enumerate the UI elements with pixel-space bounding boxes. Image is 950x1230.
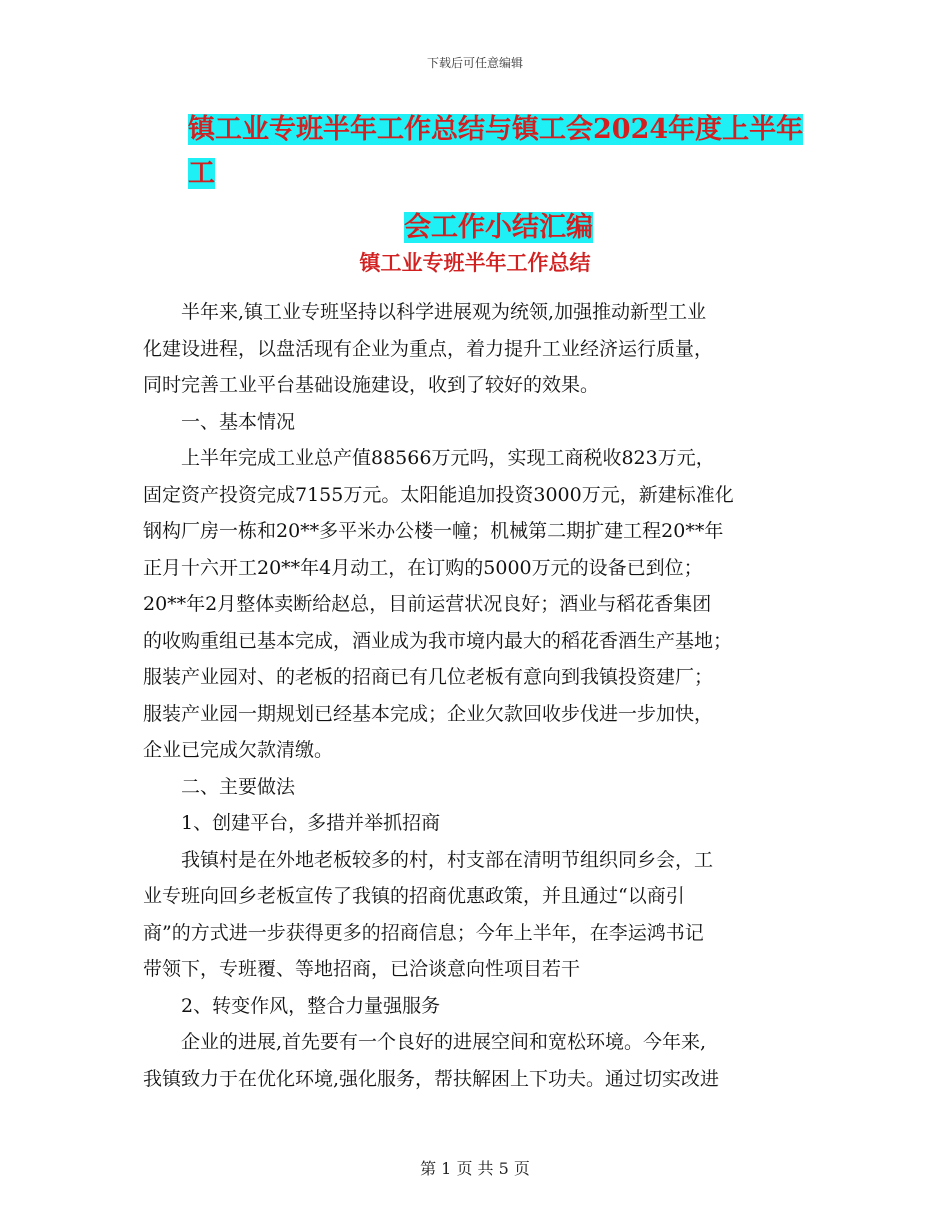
document-title — [186, 108, 811, 250]
paragraph-line: 钢构厂房一栋和20**多平米办公楼一幢；机械第二期扩建工程20**年 — [143, 520, 724, 542]
paragraph — [143, 1024, 813, 1097]
header-note: 下载后可任意编辑 — [426, 56, 523, 70]
paragraph-line: 1、创建平台，多措并举抓招商 — [181, 812, 441, 834]
paragraph — [143, 988, 813, 1025]
paragraph-line: 服装产业园对、的老板的招商已有几位老板有意向到我镇投资建厂； — [143, 666, 714, 688]
paragraph-line: 上半年完成工业总产值88566万元吗，实现工商税收823万元， — [181, 447, 715, 469]
paragraph-line: 的收购重组已基本完成，酒业成为我市境内最大的稻花香酒生产基地； — [143, 629, 733, 652]
title-line-1: 镇工业专班半年工作总结与镇工会2024年度上半年工 — [188, 114, 804, 189]
paragraph-line: 我镇村是在外地老板较多的村，村支部在清明节组织同乡会，工 — [181, 848, 714, 871]
paragraph-line: 企业的进展,首先要有一个良好的进展空间和宽松环境。今年来, — [181, 1031, 707, 1053]
paragraph — [143, 404, 813, 441]
paragraph-line: 一、基本情况 — [181, 410, 296, 433]
section-title: 镇工业专班半年工作总结 — [359, 250, 591, 275]
page-footer: 第 1 页 共 5 页 — [420, 1159, 530, 1178]
paragraph-line: 正月十六开工20**年4月动工，在订购的5000万元的设备已到位； — [143, 556, 703, 579]
paragraph-line: 服装产业园一期规划已经基本完成；企业欠款回收步伐进一步加快， — [143, 702, 714, 725]
paragraph — [143, 769, 813, 806]
document-body — [143, 294, 813, 1097]
paragraph-line: 我镇致力于在优化环境,强化服务，帮扶解困上下功夫。通过切实改进 — [143, 1067, 720, 1090]
paragraph-line: 半年来,镇工业专班坚持以科学进展观为统领,加强推动新型工业 — [181, 301, 707, 323]
title-line-2: 会工作小结汇编 — [404, 212, 593, 243]
paragraph-line: 二、主要做法 — [181, 775, 296, 798]
paragraph — [143, 294, 813, 404]
paragraph-line: 同时完善工业平台基础设施建设，收到了较好的效果。 — [143, 374, 600, 396]
paragraph — [143, 440, 813, 769]
paragraph-line: 20**年2月整体卖断给赵总，目前运营状况良好；酒业与稻花香集团 — [143, 593, 712, 615]
paragraph-line: 企业已完成欠款清缴。 — [143, 739, 334, 761]
paragraph-line: 带领下，专班覆、等地招商，已洽谈意向性项目若干 — [143, 958, 581, 980]
paragraph-line: 固定资产投资完成7155万元。太阳能追加投资3000万元，新建标准化 — [143, 483, 734, 506]
paragraph-line: 业专班向回乡老板宣传了我镇的招商优惠政策，并且通过“以商引 — [143, 885, 685, 907]
paragraph-line: 2、转变作风，整合力量强服务 — [181, 994, 441, 1017]
paragraph-line: 商”的方式进一步获得更多的招商信息；今年上半年，在李运鸿书记 — [143, 921, 704, 944]
paragraph — [143, 805, 813, 842]
paragraph-line: 化建设进程，以盘活现有企业为重点，着力提升工业经济运行质量， — [143, 337, 714, 360]
paragraph — [143, 842, 813, 988]
